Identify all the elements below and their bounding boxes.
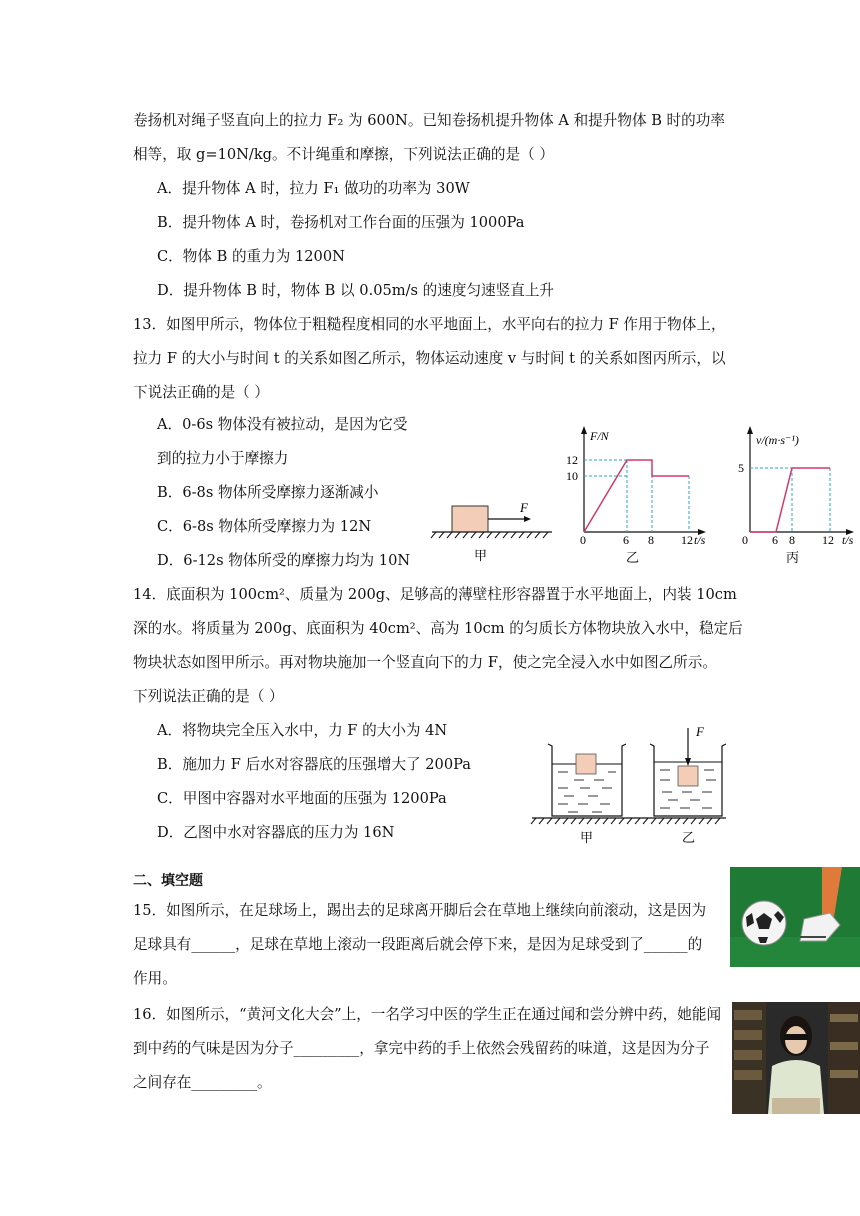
q15-text-line2: 足球具有______，足球在草地上滚动一段距离后就会停下来，是因为足球受到了______的 [133,936,703,953]
section-title: 二、填空题 [133,873,203,889]
q15-text-line1: 15．如图所示，在足球场上，踢出去的足球离开脚后会在草地上继续向前滚动，这是因为 [133,902,707,919]
x-axis-label: t/s [842,533,854,547]
q13-option-b: B．6-8s 物体所受摩擦力逐渐减小 [157,484,379,501]
y-axis-arrow-icon [747,426,753,434]
q15-text-line3: 作用。 [133,970,177,987]
block-jia [576,754,596,774]
q16-text-line2: 到中药的气味是因为分子_________，拿完中药的手上依然会残留药的味道，这是因为分子 [133,1040,710,1057]
q13-option-a-line2: 到的拉力小于摩擦力 [157,450,289,467]
x-tick-12: 12 [681,533,693,547]
q12-option-c: C．物体 B 的重力为 1200N [157,248,345,265]
caption-bing: 丙 [786,550,800,565]
q13-figure-yi [560,420,720,568]
force-label: F [520,500,528,515]
q12-text-line1: 卷扬机对绳子竖直向上的拉力 F₂ 为 600N。已知卷扬机提升物体 A 和提升物体 B 时的功率 [133,112,725,129]
q14-option-b: B．施加力 F 后水对容器底的压强增大了 200Pa [157,756,471,773]
caption-jia: 甲 [474,548,488,563]
y-axis-arrow-icon [581,426,587,434]
block [452,506,488,532]
q15-football-photo [730,867,860,967]
q16-student-photo [732,1002,860,1114]
q12-option-a: A．提升物体 A 时，拉力 F₁ 做功的功率为 30W [157,180,470,197]
caption-jia: 甲 [580,830,594,845]
q16-text-line1: 16．如图所示，“黄河文化大会”上，一名学习中医的学生正在通过闻和尝分辨中药，她能闻 [133,1006,722,1023]
beaker-jia [548,744,626,816]
q14-option-a: A．将物块完全压入水中，力 F 的大小为 4N [157,722,448,739]
force-arrow-icon [524,516,531,522]
origin-label: 0 [580,533,586,547]
force-line [584,460,689,532]
q13-figure-jia [428,498,558,568]
x-tick-8: 8 [648,533,654,547]
caption-yi: 乙 [626,550,640,565]
force-label: F [696,724,704,739]
q12-option-b: B．提升物体 A 时，卷扬机对工作台面的压强为 1000Pa [157,214,525,231]
x-tick-8: 8 [789,533,795,547]
x-axis-label: t/s [694,533,706,547]
y-tick-10: 10 [566,469,578,483]
q14-option-c: C．甲图中容器对水平地面的压强为 1200Pa [157,790,447,807]
q13-text-line2: 拉力 F 的大小与时间 t 的关系如图乙所示，物体运动速度 v 与时间 t 的关系如图丙所示，以 [133,350,726,367]
y-tick-5: 5 [738,461,744,475]
q14-text-line3: 物块状态如图甲所示。再对物块施加一个竖直向下的力 F，使之完全浸入水中如图乙所示。 [133,654,717,671]
beaker-yi [650,724,726,816]
q12-option-d: D．提升物体 B 时，物体 B 以 0.05m/s 的速度匀速竖直上升 [157,282,555,299]
q13-figure-bing [730,420,858,568]
q16-text-line3: 之间存在_________。 [133,1074,272,1091]
q14-text-line1: 14．底面积为 100cm²、质量为 200g、足够高的薄壁柱形容器置于水平地面上，内装 10cm [133,586,737,603]
x-tick-6: 6 [623,533,629,547]
q14-text-line2: 深的水。将质量为 200g、底面积为 40cm²、高为 10cm 的匀质长方体物块放入水中，稳定后 [133,620,743,637]
q14-text-line4: 下列说法正确的是（ ） [133,688,284,705]
q12-text-line2: 相等，取 g=10N/kg。不计绳重和摩擦，下列说法正确的是（ ） [133,146,554,163]
y-axis-label: v/(m·s⁻¹) [756,433,799,447]
q13-text-line1: 13．如图甲所示，物体位于粗糙程度相同的水平地面上，水平向右的拉力 F 作用于物体上， [133,316,726,333]
q13-option-d: D．6-12s 物体所受的摩擦力均为 10N [157,552,411,569]
velocity-line [750,468,830,532]
caption-yi: 乙 [682,830,696,845]
y-tick-12: 12 [566,453,578,467]
x-tick-12: 12 [822,533,834,547]
y-axis-label: F/N [590,429,609,443]
block-yi [678,766,698,786]
q14-figure-beakers [528,722,728,848]
q13-option-c: C．6-8s 物体所受摩擦力为 12N [157,518,372,535]
q13-text-line3: 下说法正确的是（ ） [133,384,269,401]
q13-option-a-line1: A．0-6s 物体没有被拉动，是因为它受 [157,416,408,433]
origin-label: 0 [742,533,748,547]
x-tick-6: 6 [772,533,778,547]
q14-option-d: D．乙图中水对容器底的压力为 16N [157,824,395,841]
